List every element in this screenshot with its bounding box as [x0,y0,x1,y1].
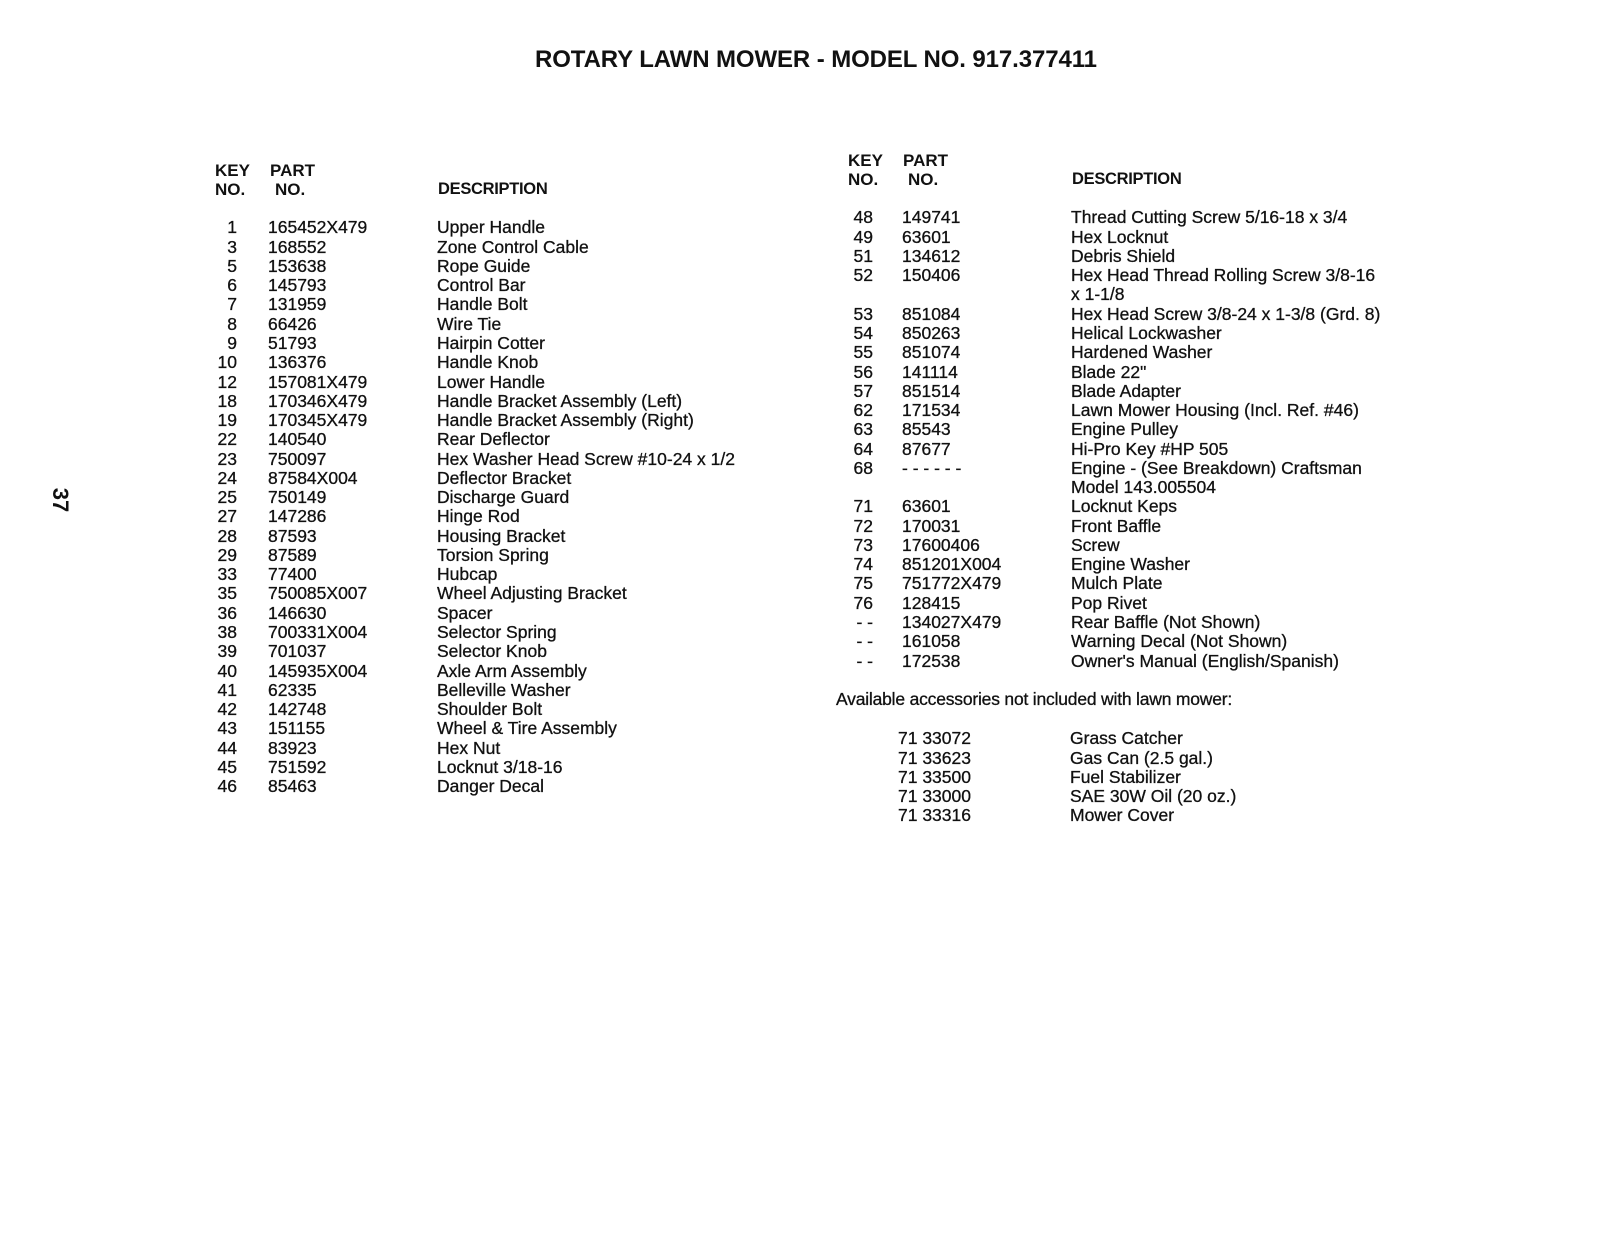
description-line: Locknut 3/18-16 [437,756,563,777]
part-number: 851074 [902,342,961,363]
description-line: Wire Tie [437,313,502,334]
description-line: Thread Cutting Screw 5/16-18 x 3/4 [1071,207,1348,228]
description-line: Control Bar [437,275,526,296]
left-parts-row [200,353,735,372]
description-line: Hex Head Thread Rolling Screw 3/8-16 [1071,265,1376,286]
part-description [437,623,557,642]
part-number: 66426 [268,313,317,334]
description-line: Rope Guide [437,255,531,276]
key-number: 24 [217,467,237,488]
part-number: 165452X479 [268,217,368,238]
left-parts-row [200,758,735,777]
right-parts-row [840,613,1380,632]
key-number: 62 [853,400,873,421]
key-number: 43 [217,718,237,739]
description-line: Handle Bracket Assembly (Right) [437,410,694,431]
part-description [1071,363,1146,382]
key-number: 46 [217,776,237,797]
key-number: 5 [227,255,237,276]
left-parts-row [200,604,735,623]
key-number: 54 [853,322,873,343]
part-description [437,334,545,353]
page-number: 37 [48,487,74,513]
part-number: 161058 [902,631,961,652]
right-parts-row [840,208,1380,227]
accessory-description: Grass Catcher [1070,728,1183,749]
part-description [437,392,682,411]
part-number: 145793 [268,275,327,296]
key-number: 55 [853,342,873,363]
part-description [1071,555,1190,574]
part-number: 750149 [268,487,327,508]
part-description [437,315,501,334]
key-number: 10 [217,352,237,373]
accessory-part-number: 71 33072 [898,728,971,749]
description-line: Selector Spring [437,621,557,642]
part-description [437,353,538,372]
description-continuation: x 1-1/8 [1071,284,1125,305]
key-header-line2: NO. [848,170,879,189]
description-line: Zone Control Cable [437,236,589,257]
key-number: 76 [853,592,873,613]
description-line: Housing Bracket [437,525,566,546]
right-parts-row [840,594,1380,613]
left-parts-row [200,584,735,603]
part-number: 83923 [268,737,317,758]
right-parts-row [840,497,1380,516]
left-parts-row [200,295,735,314]
key-number: 57 [853,380,873,401]
key-header-line1: KEY [848,151,883,170]
accessory-part-number: 71 33500 [898,766,971,787]
left-parts-row [200,623,735,642]
description-line: Rear Deflector [437,429,550,450]
part-description [437,295,527,314]
right-parts-row [840,382,1380,401]
part-description [1071,613,1260,632]
key-number: 29 [217,544,237,565]
description-continuation: Model 143.005504 [1071,477,1216,498]
accessory-part-number: 71 33623 [898,747,971,768]
accessory-part-number: 71 33000 [898,786,971,807]
part-description [437,488,569,507]
accessories-note: Available accessories not included with lawn mower: [836,689,1233,710]
part-description [1071,459,1362,498]
right-parts-row [840,363,1380,382]
accessory-row [898,768,1236,787]
left-parts-row [200,565,735,584]
accessory-row [898,749,1236,768]
description-line: Lawn Mower Housing (Incl. Ref. #46) [1071,400,1359,421]
part-number: 171534 [902,400,961,421]
description-line: Axle Arm Assembly [437,660,587,681]
left-parts-row [200,315,735,334]
part-description [437,681,571,700]
part-number: 63601 [902,226,951,247]
part-number: 153638 [268,255,327,276]
left-parts-row [200,450,735,469]
left-parts-row [200,334,735,353]
part-number: 87589 [268,544,317,565]
description-line: Danger Decal [437,776,544,797]
left-parts-row [200,218,735,237]
key-number: - - [856,650,873,671]
left-parts-row [200,546,735,565]
right-parts-row [840,555,1380,574]
description-line: Hex Washer Head Screw #10-24 x 1/2 [437,448,735,469]
part-description [437,584,627,603]
part-description [1071,343,1212,362]
part-number: 63601 [902,496,951,517]
key-number: 36 [217,602,237,623]
description-line: Selector Knob [437,641,547,662]
part-number: 87593 [268,525,317,546]
part-number: 750085X007 [268,583,368,604]
key-number: 7 [227,294,237,315]
part-description [1071,228,1168,247]
description-line: Torsion Spring [437,544,549,565]
left-parts-row [200,488,735,507]
accessory-row [898,806,1236,825]
part-description [1071,305,1380,324]
left-parts-table [200,218,735,796]
part-number: 17600406 [902,534,980,555]
part-number: 851084 [902,303,961,324]
accessory-part-number: 71 33316 [898,805,971,826]
page-title: ROTARY LAWN MOWER - MODEL NO. 917.377411 [535,46,1097,73]
key-number: - - [856,631,873,652]
description-line: Hi-Pro Key #HP 505 [1071,438,1229,459]
key-header-line2: NO. [215,180,246,199]
key-number: 12 [217,371,237,392]
part-header-line1: PART [903,151,949,170]
part-number: 172538 [902,650,961,671]
part-number: 851201X004 [902,554,1002,575]
right-parts-row [840,459,1380,498]
key-number: 48 [853,207,873,228]
description-line: Discharge Guard [437,487,570,508]
part-number: 751592 [268,756,327,777]
key-number: 19 [217,410,237,431]
left-parts-row [200,739,735,758]
part-description [1071,536,1120,555]
part-number: 77400 [268,564,317,585]
right-parts-row [840,266,1380,305]
description-line: Wheel Adjusting Bracket [437,583,627,604]
part-description [437,565,497,584]
right-parts-row [840,228,1380,247]
right-parts-row [840,401,1380,420]
part-description [1071,517,1161,536]
part-description [437,662,587,681]
left-parts-row [200,276,735,295]
left-parts-row [200,777,735,796]
part-description [1071,401,1359,420]
right-parts-row [840,343,1380,362]
part-description [1071,632,1287,651]
part-description [437,507,520,526]
key-number: 39 [217,641,237,662]
key-number: 45 [217,756,237,777]
part-description [437,719,617,738]
key-number: 23 [217,448,237,469]
description-line: Hex Locknut [1071,226,1169,247]
part-number: 170345X479 [268,410,368,431]
part-description [437,411,694,430]
part-number: 62335 [268,679,317,700]
part-number: 131959 [268,294,327,315]
description-line: Hex Head Screw 3/8-24 x 1-3/8 (Grd. 8) [1071,303,1381,324]
accessory-row [898,729,1236,748]
key-number: 75 [853,573,873,594]
key-number: 42 [217,699,237,720]
key-number: 49 [853,226,873,247]
part-number: 170346X479 [268,390,368,411]
left-parts-row [200,700,735,719]
key-number: 35 [217,583,237,604]
key-number: 51 [853,245,873,266]
description-line: Belleville Washer [437,679,571,700]
right-parts-row [840,574,1380,593]
part-description [1071,594,1147,613]
part-description [437,546,549,565]
part-number: 145935X004 [268,660,368,681]
key-number: 18 [217,390,237,411]
left-parts-row [200,507,735,526]
key-number: 72 [853,515,873,536]
part-header-line2: NO. [275,180,306,199]
part-description [1071,382,1181,401]
part-description [1071,208,1347,227]
key-number: 27 [217,506,237,527]
part-number: 87584X004 [268,467,358,488]
accessory-description: Mower Cover [1070,805,1175,826]
description-line: Blade Adapter [1071,380,1181,401]
right-parts-row [840,420,1380,439]
part-description [437,758,563,777]
key-header-line1: KEY [215,161,250,180]
right-parts-row [840,652,1380,671]
left-parts-row [200,373,735,392]
part-number: 142748 [268,699,327,720]
part-number: 85463 [268,776,317,797]
part-number: 151155 [268,718,326,739]
part-description [437,450,735,469]
description-line: Locknut Keps [1071,496,1178,517]
part-number: 128415 [902,592,961,613]
part-number: 87677 [902,438,951,459]
part-description [437,777,544,796]
description-line: Engine Pulley [1071,419,1179,440]
description-line: Rear Baffle (Not Shown) [1071,611,1261,632]
key-number: 71 [853,496,873,517]
key-number: 73 [853,534,873,555]
left-parts-row [200,662,735,681]
description-line: Handle Bracket Assembly (Left) [437,390,683,411]
part-description [437,642,547,661]
part-description [437,276,526,295]
left-parts-row [200,257,735,276]
key-number: 1 [227,217,237,238]
right-parts-row [840,536,1380,555]
description-header: DESCRIPTION [1072,170,1182,188]
left-parts-row [200,238,735,257]
key-number: 9 [227,332,237,353]
left-parts-row [200,411,735,430]
description-line: Deflector Bracket [437,467,572,488]
part-description [437,527,565,546]
key-number: 33 [217,564,237,585]
accessory-description: SAE 30W Oil (20 oz.) [1070,786,1237,807]
accessories-table [898,729,1236,825]
description-line: Hardened Washer [1071,342,1213,363]
part-number: 146630 [268,602,327,623]
right-parts-row [840,517,1380,536]
right-parts-row [840,440,1380,459]
description-line: Warning Decal (Not Shown) [1071,631,1288,652]
key-number: 22 [217,429,237,450]
part-description [437,604,492,623]
description-line: Debris Shield [1071,245,1176,266]
description-line: Wheel & Tire Assembly [437,718,617,739]
part-number: 149741 [902,207,961,228]
key-number: 74 [853,554,873,575]
part-description [1071,574,1162,593]
description-line: Pop Rivet [1071,592,1147,613]
part-number: 134612 [902,245,961,266]
description-line: Hex Nut [437,737,501,758]
part-description [437,257,530,276]
part-description [1071,497,1177,516]
part-number: 147286 [268,506,327,527]
part-description [437,218,545,237]
key-number: 63 [853,419,873,440]
part-description [1071,247,1175,266]
key-number: 64 [853,438,873,459]
part-number: 150406 [902,265,961,286]
part-header-line2: NO. [908,170,939,189]
key-number: 52 [853,265,873,286]
key-number: - - [856,611,873,632]
key-number: 53 [853,303,873,324]
right-parts-row [840,247,1380,266]
description-line: Hairpin Cotter [437,332,545,353]
part-description [437,238,589,257]
description-line: Owner's Manual (English/Spanish) [1071,650,1339,671]
key-number: 8 [227,313,237,334]
description-line: Engine Washer [1071,554,1190,575]
key-number: 38 [217,621,237,642]
part-description [1071,652,1339,671]
right-parts-table [840,208,1380,670]
description-line: Screw [1071,534,1120,555]
part-number: 134027X479 [902,611,1002,632]
part-description [1071,266,1375,305]
description-header: DESCRIPTION [438,180,548,198]
part-description [1071,440,1228,459]
description-line: Handle Bolt [437,294,528,315]
part-description [1071,324,1222,343]
part-number: 850263 [902,322,961,343]
left-parts-row [200,527,735,546]
part-number: 751772X479 [902,573,1002,594]
part-description [437,430,550,449]
key-number: 41 [217,679,237,700]
part-number: 750097 [268,448,327,469]
part-number: 170031 [902,515,961,536]
part-number: 168552 [268,236,327,257]
left-parts-row [200,430,735,449]
left-parts-row [200,392,735,411]
key-number: 40 [217,660,237,681]
description-line: Spacer [437,602,493,623]
description-line: Front Baffle [1071,515,1162,536]
key-number: 56 [853,361,873,382]
part-number: 157081X479 [268,371,368,392]
part-description [437,739,500,758]
key-number: 28 [217,525,237,546]
part-header-line1: PART [270,161,316,180]
right-parts-row [840,324,1380,343]
description-line: Helical Lockwasher [1071,322,1222,343]
key-number: 3 [227,236,237,257]
right-parts-row [840,632,1380,651]
description-line: Blade 22" [1071,361,1147,382]
accessory-description: Gas Can (2.5 gal.) [1070,747,1213,768]
part-description [437,373,545,392]
part-number: 700331X004 [268,621,368,642]
description-line: Shoulder Bolt [437,699,543,720]
part-number: - - - - - - [902,457,962,478]
part-number: 136376 [268,352,327,373]
part-number: 51793 [268,332,317,353]
right-parts-row [840,305,1380,324]
part-number: 85543 [902,419,951,440]
description-line: Mulch Plate [1071,573,1163,594]
part-description [437,469,571,488]
key-number: 25 [217,487,237,508]
part-number: 141114 [902,361,958,382]
accessory-row [898,787,1236,806]
left-parts-row [200,681,735,700]
left-parts-row [200,469,735,488]
description-line: Engine - (See Breakdown) Craftsman [1071,457,1362,478]
description-line: Upper Handle [437,217,545,238]
part-description [437,700,542,719]
part-number: 140540 [268,429,327,450]
part-description [1071,420,1178,439]
part-number: 851514 [902,380,961,401]
key-number: 6 [227,275,237,296]
description-line: Hubcap [437,564,498,585]
description-line: Hinge Rod [437,506,520,527]
key-number: 44 [217,737,237,758]
description-line: Handle Knob [437,352,539,373]
left-parts-row [200,642,735,661]
left-parts-row [200,719,735,738]
key-number: 68 [853,457,873,478]
part-number: 701037 [268,641,327,662]
accessory-description: Fuel Stabilizer [1070,766,1181,787]
description-line: Lower Handle [437,371,545,392]
